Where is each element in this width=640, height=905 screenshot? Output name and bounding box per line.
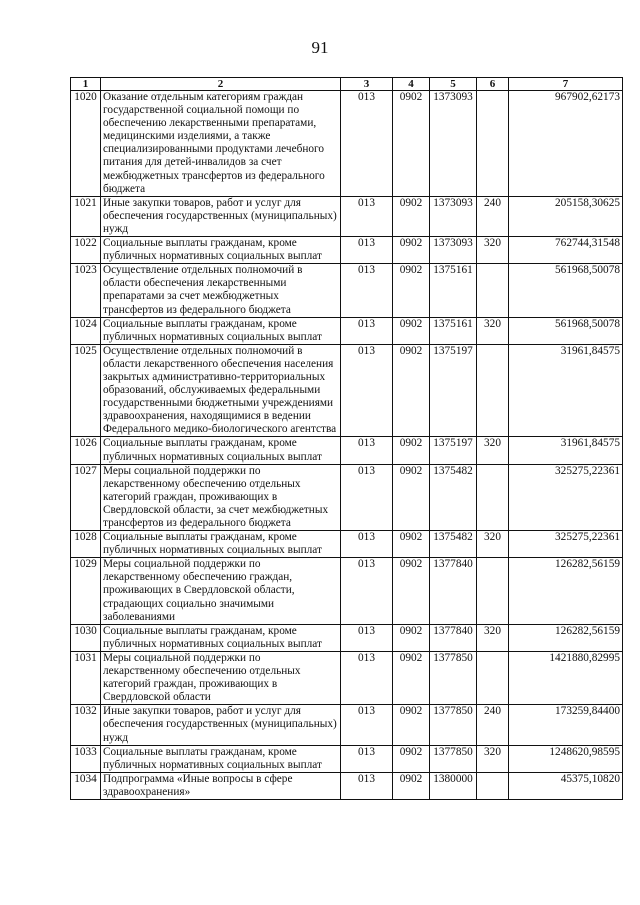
ministry-code-cell: 013	[341, 772, 393, 799]
table-row	[71, 624, 623, 651]
table-row	[71, 651, 623, 704]
ministry-code-cell: 013	[341, 91, 393, 197]
row-number-cell: 1021	[71, 196, 101, 236]
target-code-cell: 1373093	[430, 237, 477, 264]
item-name-cell: Меры социальной поддержки по лекарственному обеспечению отдельных категорий граждан, проживающих в Свердловской области, за счет межбюджетных трансфертов из федерального бюджета	[101, 464, 341, 530]
table-row	[71, 91, 623, 197]
amount-cell: 561968,50078	[509, 264, 623, 317]
table-row	[71, 237, 623, 264]
expense-kind-code-cell	[477, 264, 509, 317]
amount-cell: 1248620,98595	[509, 745, 623, 772]
section-code-cell: 0902	[393, 91, 430, 197]
amount-cell: 325275,22361	[509, 464, 623, 530]
expense-kind-code-cell: 320	[477, 624, 509, 651]
section-code-cell: 0902	[393, 772, 430, 799]
expense-kind-code-cell: 320	[477, 531, 509, 558]
row-number-cell: 1026	[71, 437, 101, 464]
expense-kind-code-cell: 320	[477, 437, 509, 464]
item-name-cell: Меры социальной поддержки по лекарственному обеспечению отдельных категорий граждан, проживающих в Свердловской области	[101, 651, 341, 704]
header-col-2: 2	[101, 78, 341, 91]
header-col-5: 5	[430, 78, 477, 91]
target-code-cell: 1375161	[430, 264, 477, 317]
section-code-cell: 0902	[393, 464, 430, 530]
row-number-cell: 1025	[71, 344, 101, 437]
expense-kind-code-cell	[477, 772, 509, 799]
header-col-3: 3	[341, 78, 393, 91]
section-code-cell: 0902	[393, 558, 430, 624]
expense-kind-code-cell: 320	[477, 745, 509, 772]
expense-kind-code-cell	[477, 464, 509, 530]
row-number-cell: 1032	[71, 705, 101, 745]
header-col-1: 1	[71, 78, 101, 91]
section-code-cell: 0902	[393, 531, 430, 558]
row-number-cell: 1023	[71, 264, 101, 317]
target-code-cell: 1375197	[430, 344, 477, 437]
amount-cell: 1421880,82995	[509, 651, 623, 704]
table-row	[71, 344, 623, 437]
section-code-cell: 0902	[393, 196, 430, 236]
ministry-code-cell: 013	[341, 624, 393, 651]
target-code-cell: 1380000	[430, 772, 477, 799]
ministry-code-cell: 013	[341, 264, 393, 317]
section-code-cell: 0902	[393, 317, 430, 344]
amount-cell: 126282,56159	[509, 624, 623, 651]
row-number-cell: 1028	[71, 531, 101, 558]
expense-kind-code-cell: 240	[477, 196, 509, 236]
row-number-cell: 1020	[71, 91, 101, 197]
amount-cell: 561968,50078	[509, 317, 623, 344]
row-number-cell: 1027	[71, 464, 101, 530]
amount-cell: 762744,31548	[509, 237, 623, 264]
item-name-cell: Оказание отдельным категориям граждан государственной социальной помощи по обеспечению лекарственными препаратами, медицинскими изделиями, а также специализированными продуктами лечебного питания для детей-инвалидов за счет межбюджетных трансфертов из федерального бюджета	[101, 91, 341, 197]
item-name-cell: Иные закупки товаров, работ и услуг для обеспечения государственных (муниципальных) нужд	[101, 196, 341, 236]
table-row	[71, 317, 623, 344]
table-row	[71, 196, 623, 236]
expense-kind-code-cell	[477, 651, 509, 704]
row-number-cell: 1031	[71, 651, 101, 704]
header-col-4: 4	[393, 78, 430, 91]
expense-kind-code-cell: 240	[477, 705, 509, 745]
amount-cell: 205158,30625	[509, 196, 623, 236]
ministry-code-cell: 013	[341, 705, 393, 745]
row-number-cell: 1024	[71, 317, 101, 344]
table-row	[71, 464, 623, 530]
table-row	[71, 772, 623, 799]
ministry-code-cell: 013	[341, 651, 393, 704]
row-number-cell: 1022	[71, 237, 101, 264]
target-code-cell: 1375161	[430, 317, 477, 344]
row-number-cell: 1033	[71, 745, 101, 772]
header-row	[71, 78, 623, 91]
ministry-code-cell: 013	[341, 437, 393, 464]
amount-cell: 126282,56159	[509, 558, 623, 624]
table-row	[71, 705, 623, 745]
section-code-cell: 0902	[393, 437, 430, 464]
header-col-6: 6	[477, 78, 509, 91]
item-name-cell: Осуществление отдельных полномочий в области лекарственного обеспечения населения закрытых административно-территориальных образований, обслуживаемых федеральными государственными бюджетными учреждениями здравоохранения, находящимися в ведении Федерального медико-биологического агентства	[101, 344, 341, 437]
item-name-cell: Иные закупки товаров, работ и услуг для обеспечения государственных (муниципальных) нужд	[101, 705, 341, 745]
expense-kind-code-cell: 320	[477, 237, 509, 264]
section-code-cell: 0902	[393, 264, 430, 317]
section-code-cell: 0902	[393, 624, 430, 651]
target-code-cell: 1377850	[430, 745, 477, 772]
target-code-cell: 1373093	[430, 196, 477, 236]
item-name-cell: Подпрограмма «Иные вопросы в сфере здравоохранения»	[101, 772, 341, 799]
item-name-cell: Меры социальной поддержки по лекарственному обеспечению граждан, проживающих в Свердловской области, страдающих социально значимыми заболеваниями	[101, 558, 341, 624]
amount-cell: 45375,10820	[509, 772, 623, 799]
item-name-cell: Осуществление отдельных полномочий в области обеспечения лекарственными препаратами за счет межбюджетных трансфертов из федерального бюджета	[101, 264, 341, 317]
table-body	[71, 91, 623, 800]
ministry-code-cell: 013	[341, 745, 393, 772]
target-code-cell: 1375482	[430, 464, 477, 530]
item-name-cell: Социальные выплаты гражданам, кроме публичных нормативных социальных выплат	[101, 624, 341, 651]
target-code-cell: 1375197	[430, 437, 477, 464]
target-code-cell: 1375482	[430, 531, 477, 558]
table-row	[71, 745, 623, 772]
item-name-cell: Социальные выплаты гражданам, кроме публичных нормативных социальных выплат	[101, 437, 341, 464]
table-row	[71, 531, 623, 558]
section-code-cell: 0902	[393, 344, 430, 437]
ministry-code-cell: 013	[341, 196, 393, 236]
ministry-code-cell: 013	[341, 237, 393, 264]
row-number-cell: 1030	[71, 624, 101, 651]
ministry-code-cell: 013	[341, 531, 393, 558]
section-code-cell: 0902	[393, 651, 430, 704]
amount-cell: 173259,84400	[509, 705, 623, 745]
table-row	[71, 558, 623, 624]
target-code-cell: 1377850	[430, 705, 477, 745]
item-name-cell: Социальные выплаты гражданам, кроме публичных нормативных социальных выплат	[101, 745, 341, 772]
target-code-cell: 1373093	[430, 91, 477, 197]
section-code-cell: 0902	[393, 705, 430, 745]
target-code-cell: 1377850	[430, 651, 477, 704]
table-row	[71, 437, 623, 464]
section-code-cell: 0902	[393, 237, 430, 264]
item-name-cell: Социальные выплаты гражданам, кроме публичных нормативных социальных выплат	[101, 237, 341, 264]
expense-kind-code-cell	[477, 558, 509, 624]
page-number: 91	[311, 38, 329, 57]
item-name-cell: Социальные выплаты гражданам, кроме публичных нормативных социальных выплат	[101, 531, 341, 558]
target-code-cell: 1377840	[430, 624, 477, 651]
row-number-cell: 1029	[71, 558, 101, 624]
section-code-cell: 0902	[393, 745, 430, 772]
ministry-code-cell: 013	[341, 558, 393, 624]
amount-cell: 31961,84575	[509, 437, 623, 464]
expense-kind-code-cell	[477, 91, 509, 197]
row-number-cell: 1034	[71, 772, 101, 799]
expense-kind-code-cell: 320	[477, 317, 509, 344]
amount-cell: 325275,22361	[509, 531, 623, 558]
ministry-code-cell: 013	[341, 344, 393, 437]
table-row	[71, 264, 623, 317]
amount-cell: 967902,62173	[509, 91, 623, 197]
header-col-7: 7	[509, 78, 623, 91]
amount-cell: 31961,84575	[509, 344, 623, 437]
ministry-code-cell: 013	[341, 317, 393, 344]
ministry-code-cell: 013	[341, 464, 393, 530]
target-code-cell: 1377840	[430, 558, 477, 624]
item-name-cell: Социальные выплаты гражданам, кроме публичных нормативных социальных выплат	[101, 317, 341, 344]
expense-kind-code-cell	[477, 344, 509, 437]
budget-table	[70, 77, 623, 800]
